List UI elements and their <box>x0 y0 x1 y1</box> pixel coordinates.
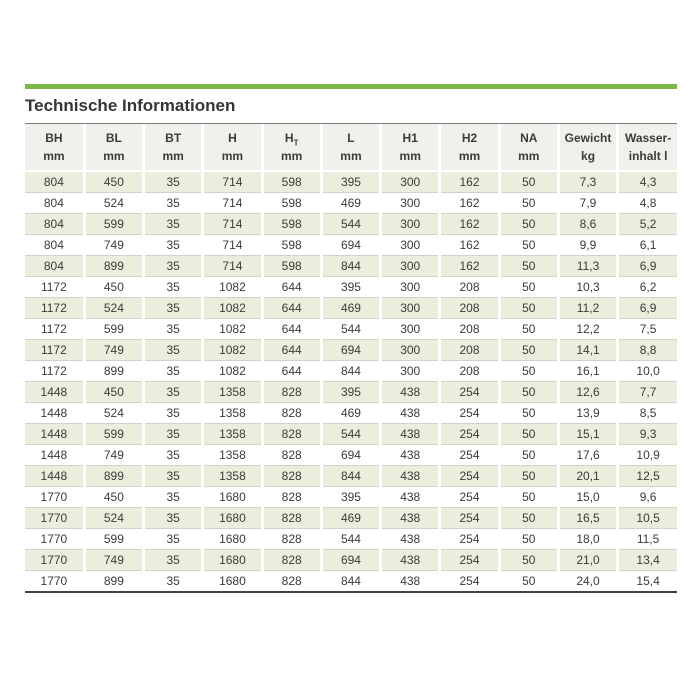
table-cell: 1770 <box>25 487 84 508</box>
table-cell: 15,1 <box>558 424 617 445</box>
table-cell: 1082 <box>203 340 262 361</box>
column-unit: mm <box>518 148 540 163</box>
table-cell: 1082 <box>203 277 262 298</box>
table-cell: 11,5 <box>618 529 677 550</box>
table-cell: 254 <box>440 382 499 403</box>
table-cell: 50 <box>499 214 558 235</box>
table-cell: 804 <box>25 193 84 214</box>
table-cell: 8,8 <box>618 340 677 361</box>
column-unit: mm <box>43 148 65 163</box>
table-cell: 254 <box>440 403 499 424</box>
table-cell: 6,9 <box>618 256 677 277</box>
table-row <box>25 340 677 361</box>
table-row <box>25 445 677 466</box>
table-cell: 450 <box>84 171 143 193</box>
table-cell: 524 <box>84 508 143 529</box>
table-row <box>25 235 677 256</box>
table-cell: 598 <box>262 193 321 214</box>
table-cell: 395 <box>321 277 380 298</box>
table-cell: 1448 <box>25 424 84 445</box>
technical-info-table <box>25 124 677 591</box>
table-cell: 694 <box>321 550 380 571</box>
table-cell: 598 <box>262 214 321 235</box>
table-cell: 644 <box>262 277 321 298</box>
table-cell: 749 <box>84 445 143 466</box>
table-cell: 35 <box>144 171 203 193</box>
table-cell: 12,5 <box>618 466 677 487</box>
table-cell: 804 <box>25 235 84 256</box>
table-cell: 544 <box>321 319 380 340</box>
table-cell: 844 <box>321 571 380 592</box>
table-cell: 35 <box>144 529 203 550</box>
table-cell: 50 <box>499 424 558 445</box>
table-cell: 20,1 <box>558 466 617 487</box>
table-cell: 254 <box>440 550 499 571</box>
column-unit: mm <box>103 148 125 163</box>
table-cell: 694 <box>321 340 380 361</box>
table-cell: 1172 <box>25 361 84 382</box>
table-cell: 828 <box>262 550 321 571</box>
table-cell: 35 <box>144 403 203 424</box>
table-cell: 35 <box>144 508 203 529</box>
column-unit: mm <box>281 148 303 163</box>
table-cell: 1358 <box>203 445 262 466</box>
table-cell: 50 <box>499 550 558 571</box>
table-row <box>25 171 677 193</box>
column-header <box>144 124 203 171</box>
table-cell: 7,3 <box>558 171 617 193</box>
table-cell: 7,9 <box>558 193 617 214</box>
table-cell: 1358 <box>203 424 262 445</box>
table-cell: 438 <box>381 550 440 571</box>
table-cell: 438 <box>381 508 440 529</box>
table-cell: 714 <box>203 193 262 214</box>
table-cell: 714 <box>203 214 262 235</box>
table-cell: 35 <box>144 193 203 214</box>
table-container <box>25 123 677 593</box>
table-cell: 1680 <box>203 487 262 508</box>
column-unit: mm <box>399 148 421 163</box>
table-cell: 50 <box>499 340 558 361</box>
column-unit: mm <box>340 148 362 163</box>
table-cell: 50 <box>499 298 558 319</box>
table-cell: 208 <box>440 298 499 319</box>
table-cell: 438 <box>381 466 440 487</box>
table-cell: 469 <box>321 193 380 214</box>
column-label-subscript: T <box>293 138 299 148</box>
table-cell: 1172 <box>25 277 84 298</box>
column-label: H <box>228 131 237 146</box>
table-cell: 1770 <box>25 529 84 550</box>
table-cell: 438 <box>381 487 440 508</box>
table-cell: 254 <box>440 445 499 466</box>
table-cell: 8,6 <box>558 214 617 235</box>
technical-info-section <box>25 84 677 593</box>
table-cell: 438 <box>381 403 440 424</box>
table-cell: 598 <box>262 235 321 256</box>
column-header <box>381 124 440 171</box>
column-header <box>203 124 262 171</box>
table-cell: 749 <box>84 235 143 256</box>
table-cell: 1448 <box>25 466 84 487</box>
table-cell: 1358 <box>203 382 262 403</box>
table-body <box>25 171 677 591</box>
table-cell: 5,2 <box>618 214 677 235</box>
table-cell: 50 <box>499 529 558 550</box>
table-cell: 804 <box>25 171 84 193</box>
table-cell: 300 <box>381 277 440 298</box>
table-cell: 254 <box>440 529 499 550</box>
table-row <box>25 487 677 508</box>
table-row <box>25 424 677 445</box>
table-cell: 438 <box>381 424 440 445</box>
column-header <box>84 124 143 171</box>
column-label: BL <box>105 131 122 146</box>
table-cell: 749 <box>84 550 143 571</box>
table-cell: 524 <box>84 403 143 424</box>
table-header-row <box>25 124 677 171</box>
table-cell: 714 <box>203 256 262 277</box>
table-cell: 7,7 <box>618 382 677 403</box>
table-cell: 598 <box>262 171 321 193</box>
table-cell: 50 <box>499 171 558 193</box>
table-cell: 6,9 <box>618 298 677 319</box>
table-cell: 1448 <box>25 445 84 466</box>
table-cell: 524 <box>84 193 143 214</box>
table-cell: 35 <box>144 235 203 256</box>
column-label: Wasser- <box>624 131 672 146</box>
table-cell: 50 <box>499 571 558 592</box>
table-cell: 714 <box>203 235 262 256</box>
table-cell: 35 <box>144 319 203 340</box>
table-cell: 844 <box>321 466 380 487</box>
column-header <box>440 124 499 171</box>
table-cell: 438 <box>381 382 440 403</box>
table-cell: 438 <box>381 445 440 466</box>
table-cell: 17,6 <box>558 445 617 466</box>
table-row <box>25 361 677 382</box>
table-cell: 35 <box>144 298 203 319</box>
table-cell: 35 <box>144 571 203 592</box>
table-cell: 4,8 <box>618 193 677 214</box>
table-cell: 899 <box>84 256 143 277</box>
table-cell: 544 <box>321 424 380 445</box>
table-cell: 162 <box>440 214 499 235</box>
table-cell: 208 <box>440 340 499 361</box>
table-cell: 694 <box>321 445 380 466</box>
table-cell: 544 <box>321 529 380 550</box>
table-cell: 599 <box>84 214 143 235</box>
table-cell: 1770 <box>25 550 84 571</box>
table-cell: 162 <box>440 193 499 214</box>
table-cell: 599 <box>84 529 143 550</box>
column-label: $H_T$ <box>284 131 299 148</box>
table-row <box>25 193 677 214</box>
table-cell: 644 <box>262 298 321 319</box>
table-cell: 21,0 <box>558 550 617 571</box>
table-cell: 1358 <box>203 403 262 424</box>
table-cell: 395 <box>321 382 380 403</box>
table-cell: 14,1 <box>558 340 617 361</box>
table-cell: 254 <box>440 508 499 529</box>
table-cell: 162 <box>440 235 499 256</box>
table-cell: 50 <box>499 508 558 529</box>
table-cell: 24,0 <box>558 571 617 592</box>
table-cell: 12,2 <box>558 319 617 340</box>
table-cell: 828 <box>262 508 321 529</box>
table-cell: 50 <box>499 466 558 487</box>
table-cell: 1172 <box>25 298 84 319</box>
table-cell: 1082 <box>203 298 262 319</box>
table-cell: 11,2 <box>558 298 617 319</box>
column-header <box>618 124 677 171</box>
table-cell: 1680 <box>203 571 262 592</box>
table-cell: 10,5 <box>618 508 677 529</box>
table-cell: 18,0 <box>558 529 617 550</box>
table-cell: 7,5 <box>618 319 677 340</box>
table-cell: 50 <box>499 277 558 298</box>
table-cell: 35 <box>144 445 203 466</box>
table-row <box>25 508 677 529</box>
top-divider <box>25 84 677 89</box>
table-row <box>25 529 677 550</box>
table-cell: 4,3 <box>618 171 677 193</box>
table-cell: 844 <box>321 361 380 382</box>
table-cell: 50 <box>499 256 558 277</box>
table-row <box>25 382 677 403</box>
table-head <box>25 124 677 171</box>
table-cell: 50 <box>499 235 558 256</box>
table-cell: 35 <box>144 361 203 382</box>
table-cell: 469 <box>321 298 380 319</box>
table-cell: 9,6 <box>618 487 677 508</box>
table-cell: 162 <box>440 256 499 277</box>
table-cell: 844 <box>321 256 380 277</box>
table-cell: 300 <box>381 340 440 361</box>
table-cell: 208 <box>440 361 499 382</box>
table-cell: 395 <box>321 487 380 508</box>
page-title: Technische Informationen <box>25 96 236 115</box>
table-cell: 644 <box>262 340 321 361</box>
table-row <box>25 403 677 424</box>
table-cell: 828 <box>262 424 321 445</box>
table-cell: 469 <box>321 403 380 424</box>
table-row <box>25 277 677 298</box>
column-unit: kg <box>581 148 596 163</box>
table-cell: 35 <box>144 424 203 445</box>
column-header <box>262 124 321 171</box>
table-cell: 300 <box>381 214 440 235</box>
table-cell: 35 <box>144 214 203 235</box>
table-cell: 50 <box>499 445 558 466</box>
column-header <box>558 124 617 171</box>
table-cell: 1358 <box>203 466 262 487</box>
table-cell: 1172 <box>25 340 84 361</box>
column-label: Gewicht <box>564 131 612 146</box>
table-cell: 828 <box>262 445 321 466</box>
table-cell: 10,9 <box>618 445 677 466</box>
table-cell: 16,1 <box>558 361 617 382</box>
table-cell: 13,9 <box>558 403 617 424</box>
table-cell: 544 <box>321 214 380 235</box>
table-cell: 469 <box>321 508 380 529</box>
table-cell: 162 <box>440 171 499 193</box>
table-cell: 300 <box>381 319 440 340</box>
table-cell: 35 <box>144 277 203 298</box>
table-row <box>25 466 677 487</box>
table-cell: 450 <box>84 487 143 508</box>
table-cell: 6,2 <box>618 277 677 298</box>
table-cell: 644 <box>262 361 321 382</box>
table-cell: 450 <box>84 382 143 403</box>
column-label: BH <box>45 131 63 146</box>
table-cell: 35 <box>144 382 203 403</box>
column-header <box>321 124 380 171</box>
table-cell: 300 <box>381 235 440 256</box>
table-cell: 804 <box>25 256 84 277</box>
table-cell: 828 <box>262 382 321 403</box>
table-cell: 899 <box>84 361 143 382</box>
table-cell: 694 <box>321 235 380 256</box>
table-cell: 899 <box>84 571 143 592</box>
table-cell: 10,3 <box>558 277 617 298</box>
column-unit: mm <box>221 148 244 163</box>
table-cell: 13,4 <box>618 550 677 571</box>
table-cell: 598 <box>262 256 321 277</box>
column-label: L <box>347 131 355 146</box>
table-cell: 50 <box>499 382 558 403</box>
table-cell: 644 <box>262 319 321 340</box>
table-cell: 1082 <box>203 319 262 340</box>
table-row <box>25 256 677 277</box>
table-cell: 1172 <box>25 319 84 340</box>
column-label: NA <box>520 131 538 146</box>
table-row <box>25 571 677 592</box>
table-cell: 254 <box>440 487 499 508</box>
table-cell: 1082 <box>203 361 262 382</box>
table-cell: 899 <box>84 466 143 487</box>
column-unit: mm <box>458 148 481 163</box>
table-cell: 300 <box>381 171 440 193</box>
table-cell: 714 <box>203 171 262 193</box>
table-cell: 450 <box>84 277 143 298</box>
table-cell: 1448 <box>25 403 84 424</box>
table-cell: 9,9 <box>558 235 617 256</box>
table-row <box>25 550 677 571</box>
table-cell: 208 <box>440 277 499 298</box>
table-cell: 208 <box>440 319 499 340</box>
table-cell: 9,3 <box>618 424 677 445</box>
table-cell: 35 <box>144 256 203 277</box>
table-cell: 35 <box>144 466 203 487</box>
table-cell: 300 <box>381 298 440 319</box>
table-cell: 1770 <box>25 571 84 592</box>
table-cell: 524 <box>84 298 143 319</box>
table-cell: 50 <box>499 403 558 424</box>
table-cell: 438 <box>381 529 440 550</box>
table-cell: 599 <box>84 319 143 340</box>
table-cell: 828 <box>262 403 321 424</box>
table-cell: 35 <box>144 550 203 571</box>
table-cell: 828 <box>262 529 321 550</box>
table-cell: 16,5 <box>558 508 617 529</box>
column-label: H1 <box>402 131 418 146</box>
column-header <box>25 124 84 171</box>
table-row <box>25 298 677 319</box>
table-cell: 300 <box>381 193 440 214</box>
table-cell: 438 <box>381 571 440 592</box>
table-cell: 1448 <box>25 382 84 403</box>
table-cell: 828 <box>262 466 321 487</box>
table-cell: 15,0 <box>558 487 617 508</box>
table-cell: 599 <box>84 424 143 445</box>
column-header <box>499 124 558 171</box>
table-cell: 6,1 <box>618 235 677 256</box>
table-cell: 50 <box>499 361 558 382</box>
table-cell: 12,6 <box>558 382 617 403</box>
table-cell: 1680 <box>203 550 262 571</box>
table-cell: 15,4 <box>618 571 677 592</box>
table-cell: 50 <box>499 193 558 214</box>
table-cell: 10,0 <box>618 361 677 382</box>
table-row <box>25 319 677 340</box>
table-cell: 50 <box>499 319 558 340</box>
table-cell: 1680 <box>203 508 262 529</box>
table-cell: 828 <box>262 571 321 592</box>
column-unit: mm <box>162 148 184 163</box>
table-cell: 300 <box>381 256 440 277</box>
table-cell: 254 <box>440 424 499 445</box>
column-unit: inhalt l <box>628 148 668 163</box>
table-cell: 804 <box>25 214 84 235</box>
table-cell: 300 <box>381 361 440 382</box>
table-cell: 8,5 <box>618 403 677 424</box>
table-cell: 1770 <box>25 508 84 529</box>
column-label: BT <box>165 131 182 146</box>
table-cell: 828 <box>262 487 321 508</box>
table-cell: 35 <box>144 487 203 508</box>
column-label: H2 <box>461 131 478 146</box>
table-cell: 1680 <box>203 529 262 550</box>
table-cell: 395 <box>321 171 380 193</box>
table-cell: 11,3 <box>558 256 617 277</box>
table-cell: 749 <box>84 340 143 361</box>
table-row <box>25 214 677 235</box>
table-cell: 254 <box>440 571 499 592</box>
table-cell: 50 <box>499 487 558 508</box>
table-cell: 254 <box>440 466 499 487</box>
table-cell: 35 <box>144 340 203 361</box>
